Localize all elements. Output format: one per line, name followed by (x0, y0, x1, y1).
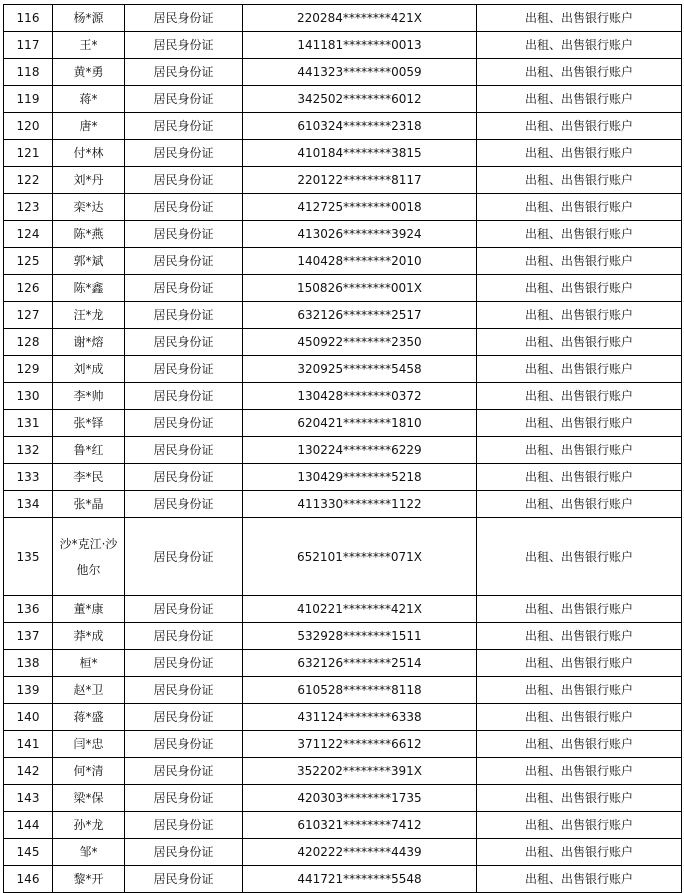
row-number-cell: 145 (4, 839, 53, 866)
id-number-cell: 652101********071X (243, 518, 477, 596)
reason-cell: 出租、出售银行账户 (477, 329, 682, 356)
table-row (4, 113, 682, 140)
name-cell: 莽*成 (53, 623, 125, 650)
id-number-cell: 220284********421X (243, 5, 477, 32)
table-row (4, 785, 682, 812)
reason-cell: 出租、出售银行账户 (477, 221, 682, 248)
reason-cell: 出租、出售银行账户 (477, 32, 682, 59)
id-number-cell: 352202********391X (243, 758, 477, 785)
row-number-cell: 127 (4, 302, 53, 329)
document-type-cell: 居民身份证 (125, 59, 243, 86)
table-row (4, 5, 682, 32)
reason-cell: 出租、出售银行账户 (477, 677, 682, 704)
id-number-cell: 141181********0013 (243, 32, 477, 59)
document-type-cell: 居民身份证 (125, 329, 243, 356)
name-cell: 赵*卫 (53, 677, 125, 704)
reason-cell: 出租、出售银行账户 (477, 59, 682, 86)
id-number-cell: 441323********0059 (243, 59, 477, 86)
id-number-cell: 420303********1735 (243, 785, 477, 812)
reason-cell: 出租、出售银行账户 (477, 758, 682, 785)
name-cell: 蒋* (53, 86, 125, 113)
table-row (4, 650, 682, 677)
id-number-cell: 140428********2010 (243, 248, 477, 275)
row-number-cell: 120 (4, 113, 53, 140)
row-number-cell: 144 (4, 812, 53, 839)
reason-cell: 出租、出售银行账户 (477, 5, 682, 32)
document-type-cell: 居民身份证 (125, 839, 243, 866)
table-row (4, 59, 682, 86)
table-row (4, 356, 682, 383)
document-type-cell: 居民身份证 (125, 5, 243, 32)
table-row (4, 812, 682, 839)
id-number-cell: 431124********6338 (243, 704, 477, 731)
name-cell: 谢*熔 (53, 329, 125, 356)
row-number-cell: 138 (4, 650, 53, 677)
name-cell: 李*民 (53, 464, 125, 491)
name-cell: 汪*龙 (53, 302, 125, 329)
table-row (4, 248, 682, 275)
document-type-cell: 居民身份证 (125, 464, 243, 491)
document-type-cell: 居民身份证 (125, 650, 243, 677)
reason-cell: 出租、出售银行账户 (477, 731, 682, 758)
document-type-cell: 居民身份证 (125, 437, 243, 464)
table-row (4, 596, 682, 623)
reason-cell: 出租、出售银行账户 (477, 356, 682, 383)
id-number-cell: 410221********421X (243, 596, 477, 623)
document-type-cell: 居民身份证 (125, 785, 243, 812)
id-number-cell: 610324********2318 (243, 113, 477, 140)
roster-table-body (4, 5, 682, 893)
row-number-cell: 122 (4, 167, 53, 194)
id-number-cell: 411330********1122 (243, 491, 477, 518)
id-number-cell: 412725********0018 (243, 194, 477, 221)
document-type-cell: 居民身份证 (125, 518, 243, 596)
id-number-cell: 632126********2514 (243, 650, 477, 677)
document-type-cell: 居民身份证 (125, 758, 243, 785)
id-number-cell: 441721********5548 (243, 866, 477, 893)
reason-cell: 出租、出售银行账户 (477, 140, 682, 167)
document-type-cell: 居民身份证 (125, 596, 243, 623)
name-cell: 孙*龙 (53, 812, 125, 839)
name-cell: 陈*燕 (53, 221, 125, 248)
row-number-cell: 131 (4, 410, 53, 437)
document-type-cell: 居民身份证 (125, 383, 243, 410)
reason-cell: 出租、出售银行账户 (477, 491, 682, 518)
name-cell: 杨*源 (53, 5, 125, 32)
document-type-cell: 居民身份证 (125, 248, 243, 275)
document-type-cell: 居民身份证 (125, 731, 243, 758)
reason-cell: 出租、出售银行账户 (477, 785, 682, 812)
name-cell: 栾*达 (53, 194, 125, 221)
document-type-cell: 居民身份证 (125, 866, 243, 893)
id-number-cell: 342502********6012 (243, 86, 477, 113)
row-number-cell: 126 (4, 275, 53, 302)
id-number-cell: 450922********2350 (243, 329, 477, 356)
document-type-cell: 居民身份证 (125, 677, 243, 704)
name-cell: 何*清 (53, 758, 125, 785)
name-cell: 陈*鑫 (53, 275, 125, 302)
document-type-cell: 居民身份证 (125, 356, 243, 383)
document-type-cell: 居民身份证 (125, 410, 243, 437)
row-number-cell: 124 (4, 221, 53, 248)
id-number-cell: 413026********3924 (243, 221, 477, 248)
id-number-cell: 150826********001X (243, 275, 477, 302)
document-type-cell: 居民身份证 (125, 812, 243, 839)
row-number-cell: 133 (4, 464, 53, 491)
name-cell: 邹* (53, 839, 125, 866)
id-number-cell: 320925********5458 (243, 356, 477, 383)
row-number-cell: 139 (4, 677, 53, 704)
row-number-cell: 136 (4, 596, 53, 623)
document-type-cell: 居民身份证 (125, 32, 243, 59)
table-row (4, 275, 682, 302)
table-row (4, 329, 682, 356)
row-number-cell: 118 (4, 59, 53, 86)
row-number-cell: 142 (4, 758, 53, 785)
row-number-cell: 141 (4, 731, 53, 758)
id-number-cell: 532928********1511 (243, 623, 477, 650)
name-cell: 梁*保 (53, 785, 125, 812)
reason-cell: 出租、出售银行账户 (477, 167, 682, 194)
reason-cell: 出租、出售银行账户 (477, 437, 682, 464)
row-number-cell: 128 (4, 329, 53, 356)
table-row (4, 410, 682, 437)
row-number-cell: 146 (4, 866, 53, 893)
document-type-cell: 居民身份证 (125, 194, 243, 221)
table-row (4, 518, 682, 596)
row-number-cell: 134 (4, 491, 53, 518)
id-number-cell: 620421********1810 (243, 410, 477, 437)
document-type-cell: 居民身份证 (125, 221, 243, 248)
table-row (4, 704, 682, 731)
table-row (4, 839, 682, 866)
name-cell: 郭*斌 (53, 248, 125, 275)
document-type-cell: 居民身份证 (125, 275, 243, 302)
table-row (4, 866, 682, 893)
document-type-cell: 居民身份证 (125, 140, 243, 167)
row-number-cell: 116 (4, 5, 53, 32)
table-row (4, 623, 682, 650)
reason-cell: 出租、出售银行账户 (477, 302, 682, 329)
reason-cell: 出租、出售银行账户 (477, 650, 682, 677)
document-type-cell: 居民身份证 (125, 704, 243, 731)
reason-cell: 出租、出售银行账户 (477, 194, 682, 221)
document-type-cell: 居民身份证 (125, 302, 243, 329)
reason-cell: 出租、出售银行账户 (477, 704, 682, 731)
id-number-cell: 220122********8117 (243, 167, 477, 194)
table-row (4, 464, 682, 491)
table-row (4, 437, 682, 464)
table-row (4, 302, 682, 329)
name-cell: 黄*勇 (53, 59, 125, 86)
table-row (4, 677, 682, 704)
row-number-cell: 143 (4, 785, 53, 812)
reason-cell: 出租、出售银行账户 (477, 866, 682, 893)
id-number-cell: 371122********6612 (243, 731, 477, 758)
row-number-cell: 140 (4, 704, 53, 731)
reason-cell: 出租、出售银行账户 (477, 383, 682, 410)
row-number-cell: 130 (4, 383, 53, 410)
row-number-cell: 123 (4, 194, 53, 221)
id-number-cell: 130224********6229 (243, 437, 477, 464)
row-number-cell: 129 (4, 356, 53, 383)
id-number-cell: 610528********8118 (243, 677, 477, 704)
name-cell: 唐* (53, 113, 125, 140)
name-cell: 闫*忠 (53, 731, 125, 758)
table-row (4, 194, 682, 221)
name-cell: 沙*克江·沙他尔 (53, 518, 125, 596)
table-row (4, 221, 682, 248)
id-number-cell: 130428********0372 (243, 383, 477, 410)
id-number-cell: 410184********3815 (243, 140, 477, 167)
row-number-cell: 125 (4, 248, 53, 275)
row-number-cell: 119 (4, 86, 53, 113)
name-cell: 黎*开 (53, 866, 125, 893)
name-cell: 张*铎 (53, 410, 125, 437)
reason-cell: 出租、出售银行账户 (477, 464, 682, 491)
table-row (4, 731, 682, 758)
reason-cell: 出租、出售银行账户 (477, 623, 682, 650)
name-cell: 桓* (53, 650, 125, 677)
document-type-cell: 居民身份证 (125, 86, 243, 113)
id-number-cell: 610321********7412 (243, 812, 477, 839)
name-cell: 刘*成 (53, 356, 125, 383)
table-row (4, 167, 682, 194)
row-number-cell: 137 (4, 623, 53, 650)
table-row (4, 383, 682, 410)
name-cell: 董*康 (53, 596, 125, 623)
roster-table (3, 4, 682, 893)
table-row (4, 86, 682, 113)
table-row (4, 32, 682, 59)
table-row (4, 140, 682, 167)
document-type-cell: 居民身份证 (125, 623, 243, 650)
id-number-cell: 420222********4439 (243, 839, 477, 866)
reason-cell: 出租、出售银行账户 (477, 812, 682, 839)
name-cell: 鲁*红 (53, 437, 125, 464)
row-number-cell: 117 (4, 32, 53, 59)
name-cell: 蒋*盛 (53, 704, 125, 731)
name-cell: 王* (53, 32, 125, 59)
table-row (4, 491, 682, 518)
row-number-cell: 132 (4, 437, 53, 464)
row-number-cell: 121 (4, 140, 53, 167)
row-number-cell: 135 (4, 518, 53, 596)
name-cell: 刘*丹 (53, 167, 125, 194)
name-cell: 李*帅 (53, 383, 125, 410)
id-number-cell: 130429********5218 (243, 464, 477, 491)
reason-cell: 出租、出售银行账户 (477, 275, 682, 302)
reason-cell: 出租、出售银行账户 (477, 518, 682, 596)
reason-cell: 出租、出售银行账户 (477, 113, 682, 140)
name-cell: 付*林 (53, 140, 125, 167)
document-type-cell: 居民身份证 (125, 491, 243, 518)
reason-cell: 出租、出售银行账户 (477, 410, 682, 437)
reason-cell: 出租、出售银行账户 (477, 596, 682, 623)
document-type-cell: 居民身份证 (125, 113, 243, 140)
id-number-cell: 632126********2517 (243, 302, 477, 329)
reason-cell: 出租、出售银行账户 (477, 248, 682, 275)
reason-cell: 出租、出售银行账户 (477, 86, 682, 113)
document-type-cell: 居民身份证 (125, 167, 243, 194)
table-row (4, 758, 682, 785)
name-cell: 张*晶 (53, 491, 125, 518)
reason-cell: 出租、出售银行账户 (477, 839, 682, 866)
